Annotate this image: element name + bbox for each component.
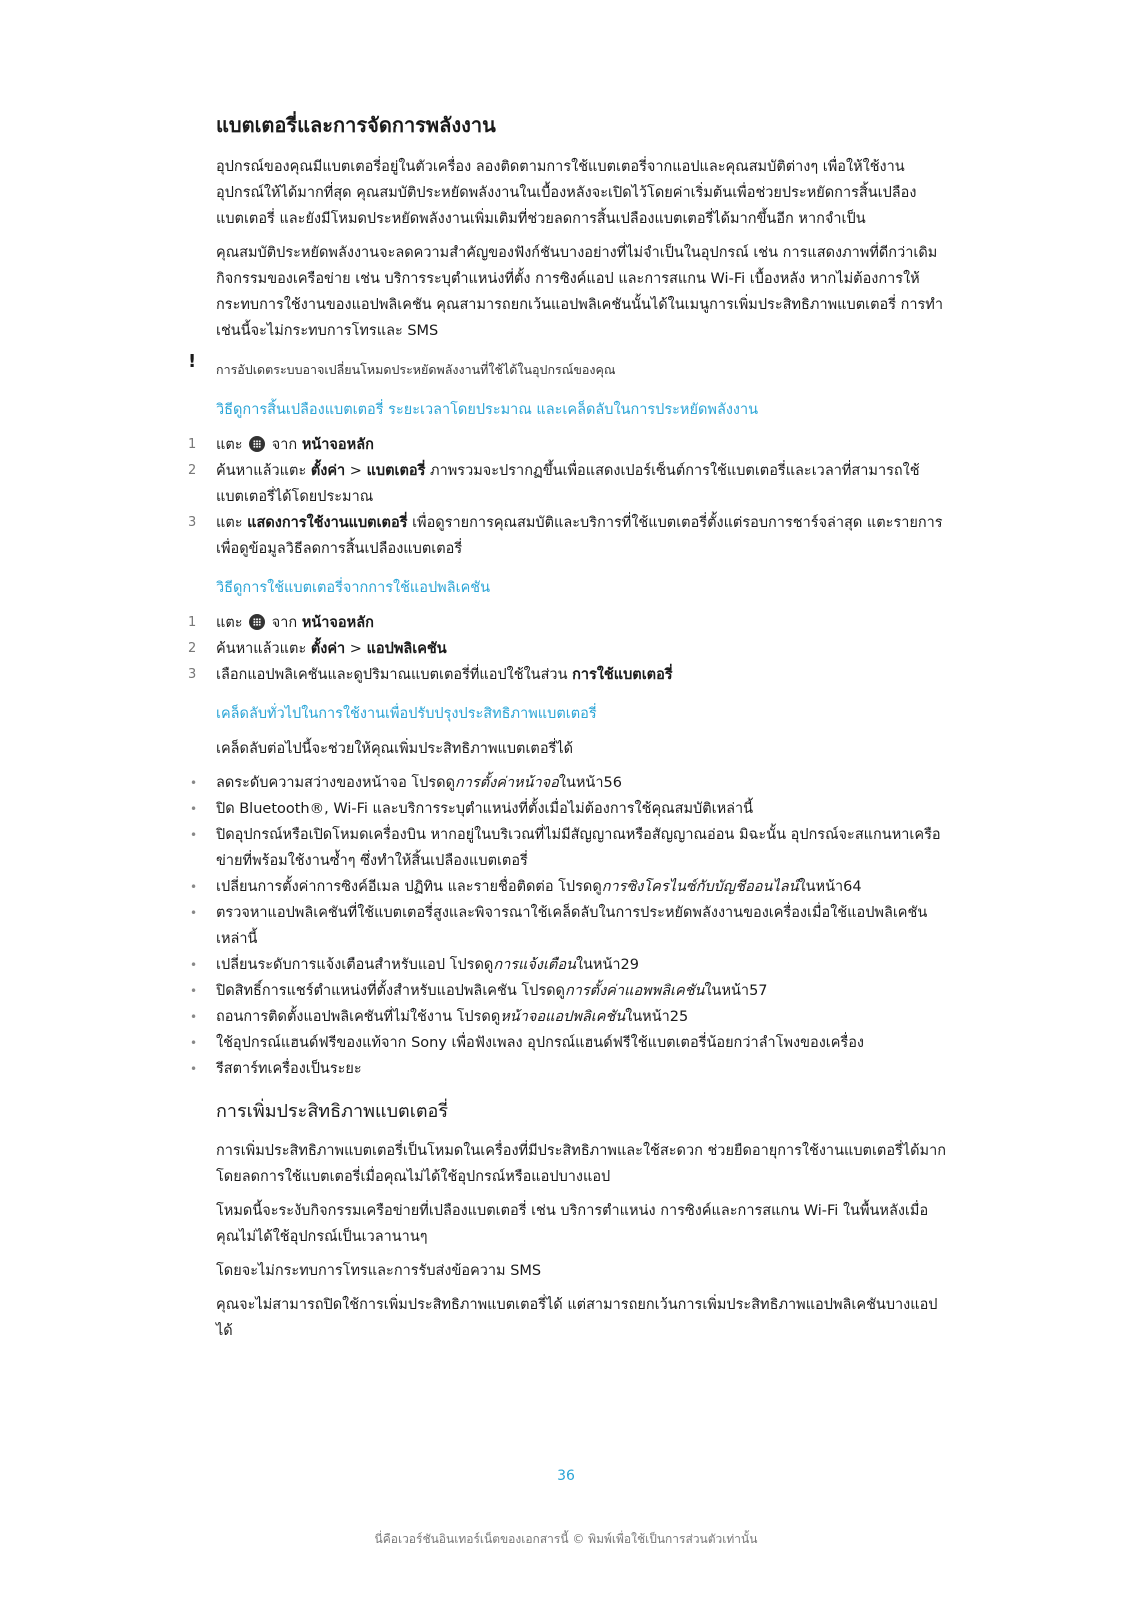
paragraph: คุณสมบัติประหยัดพลังงานจะลดความสำคัญของฟังก์ชันบางอย่างที่ไม่จำเป็นในอุปกรณ์ เช่น การแสดงภาพที่ดีกว่าเดิม กิจกรรมของเครือข่าย เช่น บริการระบุตำแหน่งที่ตั้ง การซิงค์แอป และการสแกน Wi-Fi เบื้องหลัง หากไม่ต้องการให้กระทบการใช้งานของแอปพลิเคชัน คุณสามารถยกเว้นแอปพลิเคชันนั้นได้ในเมนูการเพิ่มประสิทธิภาพแบตเตอรี่ การทำเช่นนี้จะไม่กระทบการโทรและ SMS [216, 245, 943, 339]
step-bold: หน้าจอหลัก [301, 615, 374, 631]
tip-page-ref: ในหน้า56 [558, 775, 622, 791]
tip-reference: การตั้งค่าหน้าจอ [455, 775, 559, 791]
note [188, 351, 946, 380]
tip-item [190, 770, 946, 796]
step [188, 432, 946, 458]
step-number: 2 [188, 463, 197, 478]
tip-page-ref: ในหน้า25 [625, 1009, 689, 1025]
step-number: 2 [188, 641, 197, 656]
tip-item [190, 796, 946, 822]
tip-text: เปลี่ยนการตั้งค่าการซิงค์อีเมล ปฏิทิน และรายชื่อติดต่อ โปรดดู [216, 879, 602, 895]
step-bold: แอปพลิเคชัน [366, 641, 447, 657]
step-separator: > [345, 641, 367, 657]
section-title-optimization: การเพิ่มประสิทธิภาพแบตเตอรี่ [216, 1101, 449, 1122]
steps-list [188, 610, 946, 688]
tip-item [190, 900, 946, 952]
section-title-battery: แบตเตอรี่และการจัดการพลังงาน [216, 113, 496, 137]
step [188, 610, 946, 636]
step-number: 3 [188, 515, 197, 530]
step-number: 3 [188, 667, 197, 682]
tip-text: รีสตาร์ทเครื่องเป็นระยะ [216, 1061, 362, 1077]
paragraph: โดยจะไม่กระทบการโทรและการรับส่งข้อความ SMS [216, 1263, 542, 1279]
bullet-icon: • [190, 1062, 198, 1076]
paragraph: คุณจะไม่สามารถปิดใช้การเพิ่มประสิทธิภาพแบตเตอรี่ได้ แต่สามารถยกเว้นการเพิ่มประสิทธิภาพแอปพลิเคชันบางแอปได้ [216, 1297, 938, 1339]
step-number: 1 [188, 437, 197, 452]
bullet-icon: • [190, 958, 198, 972]
tip-item [190, 822, 946, 874]
step-bold: ตั้งค่า [310, 641, 346, 657]
tip-text: ลดระดับความสว่างของหน้าจอ โปรดดู [216, 775, 455, 791]
step-text: จาก [267, 615, 302, 631]
footer-text: นี่คือเวอร์ชันอินเทอร์เน็ตของเอกสารนี้ © พิมพ์เพื่อใช้เป็นการส่วนตัวเท่านั้น [374, 1532, 758, 1546]
step [188, 636, 946, 662]
tip-page-ref: ในหน้า64 [798, 879, 862, 895]
step-text: ค้นหาแล้วแตะ [216, 641, 311, 657]
bullet-icon: • [190, 880, 198, 894]
tip-page-ref: ในหน้า29 [575, 957, 639, 973]
tips-intro: เคล็ดลับต่อไปนี้จะช่วยให้คุณเพิ่มประสิทธิภาพแบตเตอรี่ได้ [216, 741, 574, 757]
paragraph: การเพิ่มประสิทธิภาพแบตเตอรี่เป็นโหมดในเครื่องที่มีประสิทธิภาพและใช้สะดวก ช่วยยืดอายุการใช้งานแบตเตอรี่ได้มากโดยลดการใช้แบตเตอรี่เมื่อคุณไม่ได้ใช้อุปกรณ์หรือแอปบางแอป [216, 1143, 946, 1185]
page-number: 36 [557, 1468, 575, 1484]
step [188, 510, 946, 562]
step-bold: ตั้งค่า [310, 463, 346, 479]
bullet-icon: • [190, 828, 198, 842]
tip-reference: หน้าจอแอปพลิเคชัน [500, 1009, 626, 1025]
tips-list [190, 770, 946, 1082]
tip-reference: การซิงโครไนซ์กับบัญชีออนไลน์ [601, 879, 799, 895]
paragraph: โหมดนี้จะระงับกิจกรรมเครือข่ายที่เปลืองแบตเตอรี่ เช่น บริการตำแหน่ง การซิงค์และการสแกน Wi-Fi ในพื้นหลังเมื่อคุณไม่ได้ใช้อุปกรณ์เป็นเวลานานๆ [216, 1203, 929, 1245]
tip-text: ตรวจหาแอปพลิเคชันที่ใช้แบตเตอรี่สูงและพิจารณาใช้เคล็ดลับในการประหยัดพลังงานของเครื่องเมื่อใช้แอปพลิเคชันเหล่านี้ [216, 905, 928, 947]
tip-item [190, 952, 946, 978]
step-text: แตะ [216, 437, 248, 453]
bullet-icon: • [190, 1010, 198, 1024]
note-text: การอัปเดตระบบอาจเปลี่ยนโหมดประหยัดพลังงานที่ใช้ได้ในอุปกรณ์ของคุณ [216, 362, 616, 377]
step [188, 662, 946, 688]
howto-title: วิธีดูการใช้แบตเตอรี่จากการใช้แอปพลิเคชัน [216, 580, 491, 596]
step-text: ค้นหาแล้วแตะ [216, 463, 311, 479]
step-text: ภาพรวมจะปรากฏขึ้นเพื่อแสดงเปอร์เซ็นต์การใช้แบตเตอรี่และเวลาที่สามารถใช้แบตเตอรี่ได้โดยประมาณ [216, 463, 920, 505]
tip-item [190, 978, 946, 1004]
paragraph: อุปกรณ์ของคุณมีแบตเตอรี่อยู่ในตัวเครื่อง ลองติดตามการใช้แบตเตอรี่จากแอปและคุณสมบัติต่างๆ เพื่อให้ใช้งานอุปกรณ์ให้ได้มากที่สุด คุณสมบัติประหยัดพลังงานในเบื้องหลังจะเปิดไว้โดยค่าเริ่มต้นเพื่อช่วยประหยัดการสิ้นเปลืองแบตเตอรี่ และยังมีโหมดประหยัดพลังงานเพิ่มเติมที่ช่วยลดการสิ้นเปลืองแบตเตอรี่ได้มากขึ้นอีก หากจำเป็น [216, 159, 917, 227]
tip-page-ref: ในหน้า57 [704, 983, 768, 999]
tip-reference: การแจ้งเตือน [493, 957, 576, 973]
bullet-icon: • [190, 984, 198, 998]
bullet-icon: • [190, 906, 198, 920]
step-text: เพื่อดูรายการคุณสมบัติและบริการที่ใช้แบตเตอรี่ตั้งแต่รอบการชาร์จล่าสุด แตะรายการเพื่อดูข้อมูลวิธีลดการสิ้นเปลืองแบตเตอรี่ [216, 515, 943, 557]
tips-title: เคล็ดลับทั่วไปในการใช้งานเพื่อปรับปรุงประสิทธิภาพแบตเตอรี่ [216, 706, 597, 722]
apps-grid-icon [249, 614, 265, 630]
tip-item [190, 1056, 946, 1082]
step-bold: การใช้แบตเตอรี่ [572, 667, 673, 683]
step-bold: แสดงการใช้งานแบตเตอรี่ [247, 515, 408, 531]
tip-item [190, 1030, 946, 1056]
bullet-icon: • [190, 776, 198, 790]
step [188, 458, 946, 510]
tip-item [190, 874, 946, 900]
tip-reference: การตั้งค่าแอพพลิเคชัน [564, 983, 705, 999]
step-separator: > [345, 463, 367, 479]
tip-text: ใช้อุปกรณ์แฮนด์ฟรีของแท้จาก Sony เพื่อฟังเพลง อุปกรณ์แฮนด์ฟรีใช้แบตเตอรี่น้อยกว่าลำโพงของเครื่อง [216, 1035, 865, 1051]
steps-list [188, 432, 946, 562]
apps-grid-icon [249, 436, 265, 452]
tip-text: ปิด Bluetooth®, Wi-Fi และบริการระบุตำแหน่งที่ตั้งเมื่อไม่ต้องการใช้คุณสมบัติเหล่านี้ [216, 801, 754, 817]
step-text: เลือกแอปพลิเคชันและดูปริมาณแบตเตอรี่ที่แอปใช้ในส่วน [216, 667, 573, 683]
step-number: 1 [188, 615, 197, 630]
step-text: แตะ [216, 615, 248, 631]
tip-text: ถอนการติดตั้งแอปพลิเคชันที่ไม่ใช้งาน โปรดดู [216, 1009, 501, 1025]
tip-text: ปิดอุปกรณ์หรือเปิดโหมดเครื่องบิน หากอยู่ในบริเวณที่ไม่มีสัญญาณหรือสัญญาณอ่อน มิฉะนั้น อุปกรณ์จะสแกนหาเครือข่ายที่พร้อมใช้งานซ้ำๆ ซึ่งทำให้สิ้นเปลืองแบตเตอรี่ [216, 827, 941, 869]
bullet-icon: • [190, 802, 198, 816]
exclamation-icon: ! [188, 351, 197, 372]
step-bold: หน้าจอหลัก [301, 437, 374, 453]
step-text: จาก [267, 437, 302, 453]
page-content [188, 112, 946, 1352]
bullet-icon: • [190, 1036, 198, 1050]
step-text: แตะ [216, 515, 248, 531]
step-bold: แบตเตอรี่ [366, 463, 426, 479]
tip-item [190, 1004, 946, 1030]
tip-text: ปิดสิทธิ์การแชร์ตำแหน่งที่ตั้งสำหรับแอปพลิเคชัน โปรดดู [216, 983, 565, 999]
tip-text: เปลี่ยนระดับการแจ้งเตือนสำหรับแอป โปรดดู [216, 957, 494, 973]
howto-title: วิธีดูการสิ้นเปลืองแบตเตอรี่ ระยะเวลาโดยประมาณ และเคล็ดลับในการประหยัดพลังงาน [216, 402, 759, 418]
